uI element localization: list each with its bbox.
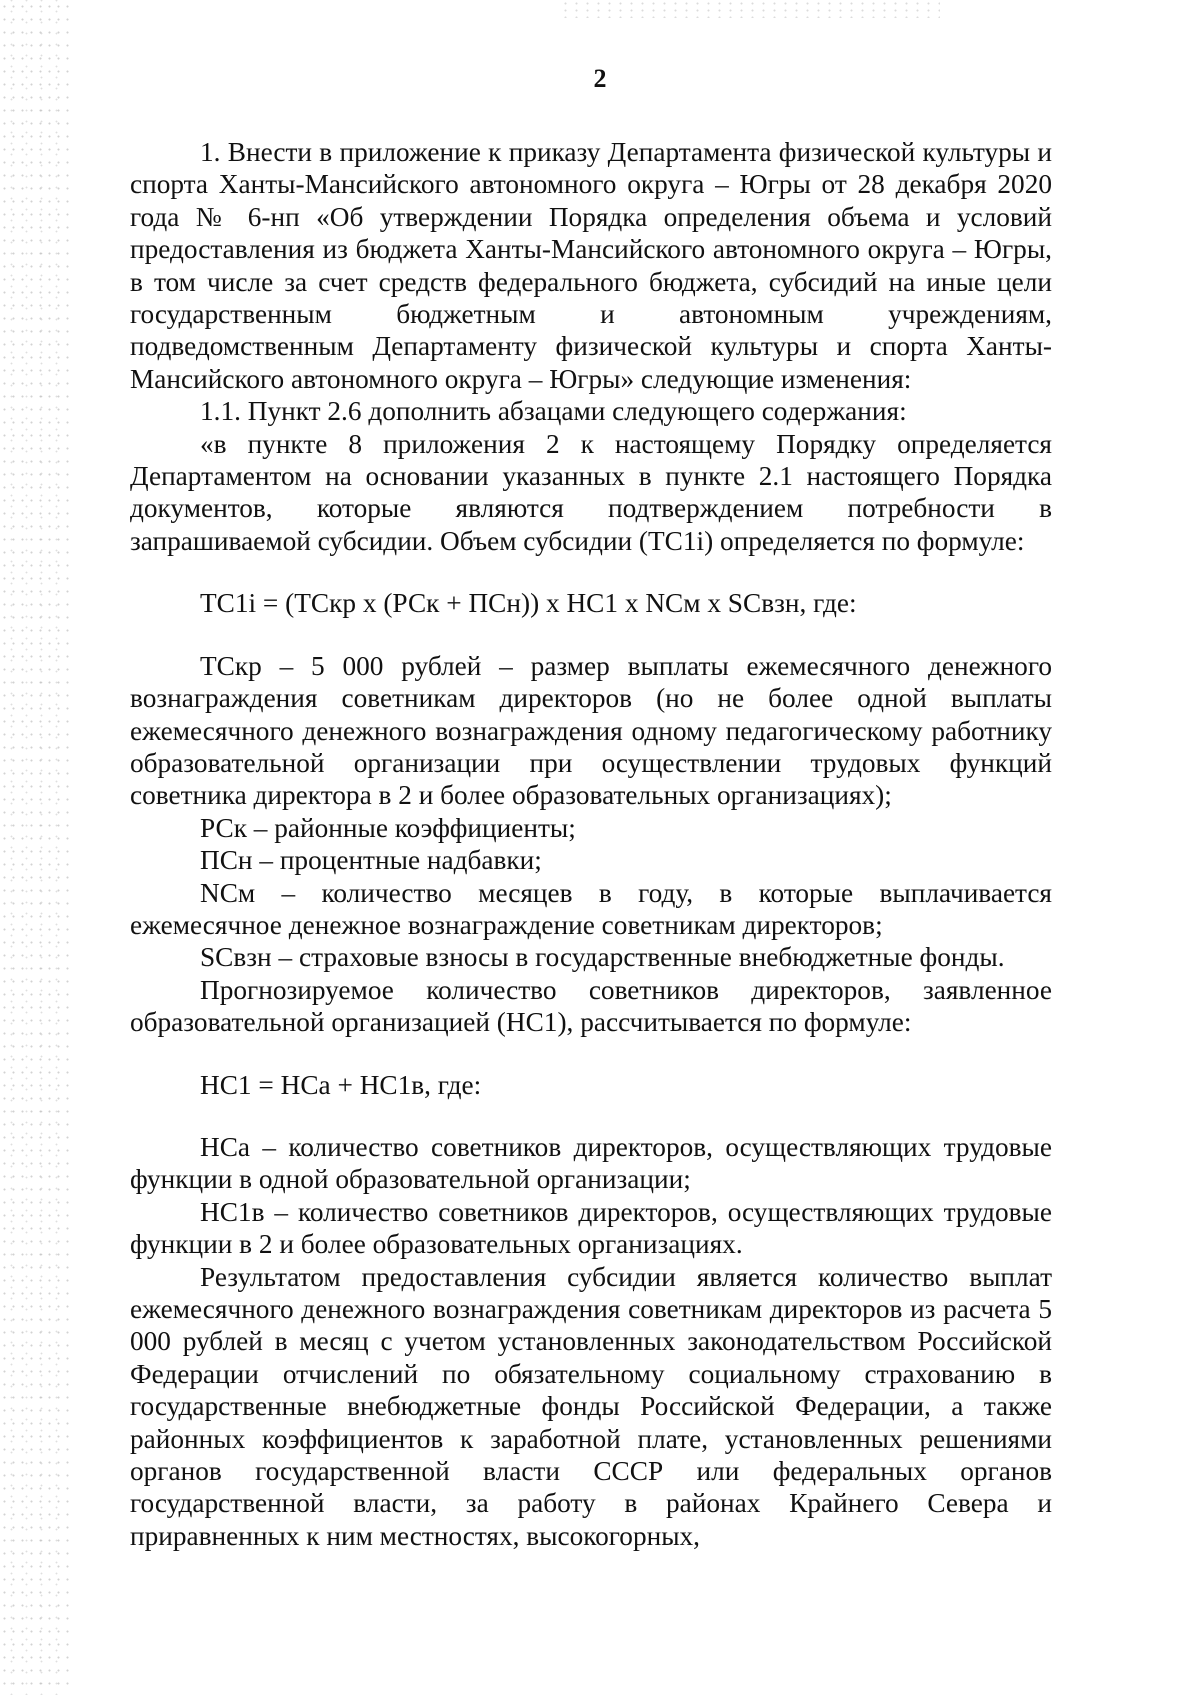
page-number: 2 xyxy=(593,64,607,93)
definition-rsk: РСк – районные коэффициенты; xyxy=(200,812,576,843)
paragraph-result: Результатом предоставления субсидии является количество выплат ежемесячного денежного вознаграждения советникам директоров из расчета 5 000 рублей в месяц с учетом установленных законодательством Российской Федерации отчислений по обязательному социальному страхованию в государственные внебюджетные фонды Российской Федерации, а также районных коэффициентов к заработной плате, установленных решениями органов государственной власти СССР или федеральных органов государственной власти, за работу в районах Крайнего Севера и приравненных к ним местностях, высокогорных, xyxy=(130,1261,1052,1551)
formula-ns1: НС1 = НСа + НС1в, где: xyxy=(200,1069,482,1100)
definition-psn: ПСн – процентные надбавки; xyxy=(200,845,542,876)
definition-ns1v: НС1в – количество советников директоров, осуществляющих трудовые функции в 2 и более образовательных организациях. xyxy=(130,1196,1052,1260)
paragraph-item-1-1: 1.1. Пункт 2.6 дополнить абзацами следующего содержания: xyxy=(200,396,907,427)
scan-noise-top xyxy=(560,0,940,18)
definition-tskr: ТСкр – 5 000 рублей – размер выплаты ежемесячного денежного вознаграждения советникам директоров (но не более одной выплаты ежемесячного денежного вознаграждения одному педагогическому работнику образовательной организации при осуществлении трудовых функций советника директора в 2 и более образовательных организациях); xyxy=(130,650,1052,811)
paragraph-addition-intro: «в пункте 8 приложения 2 к настоящему Порядку определяется Департаментом на основании указанных в пункте 2.1 настоящего Порядка документов, которые являются подтверждением потребности в запрашиваемой субсидии. Объем субсидии (ТС1i) определяется по формуле: xyxy=(130,428,1052,556)
paragraph-item-1: 1. Внести в приложение к приказу Департамента физической культуры и спорта Ханты-Мансийского автономного округа – Югры от 28 декабря 2020 года № 6-нп «Об утверждении Порядка определения объема и условий предоставления из бюджета Ханты-Мансийского автономного округа – Югры, в том числе за счет средств федерального бюджета, субсидий на иные цели государственным бюджетным и автономным учреждениям, подведомственным Департаменту физической культуры и спорта Ханты-Мансийского автономного округа – Югры» следующие изменения: xyxy=(130,137,1052,394)
definition-nsa: НСа – количество советников директоров, осуществляющих трудовые функции в одной образовательной организации; xyxy=(130,1131,1052,1195)
definition-ssvzn: SСвзн – страховые взносы в государственные внебюджетные фонды. xyxy=(200,942,1005,973)
document-body xyxy=(130,136,1052,1552)
paragraph-forecast-count: Прогнозируемое количество советников директоров, заявленное образовательной организацией (НС1), рассчитывается по формуле: xyxy=(130,974,1052,1038)
formula-tc1i: ТС1i = (ТСкр х (РСк + ПСн)) х НС1 х NСм х SСвзн, где: xyxy=(200,588,857,619)
definition-nsm: NСм – количество месяцев в году, в которые выплачивается ежемесячное денежное вознаграждение советникам директоров; xyxy=(130,877,1052,940)
scan-noise-left xyxy=(0,0,70,1695)
